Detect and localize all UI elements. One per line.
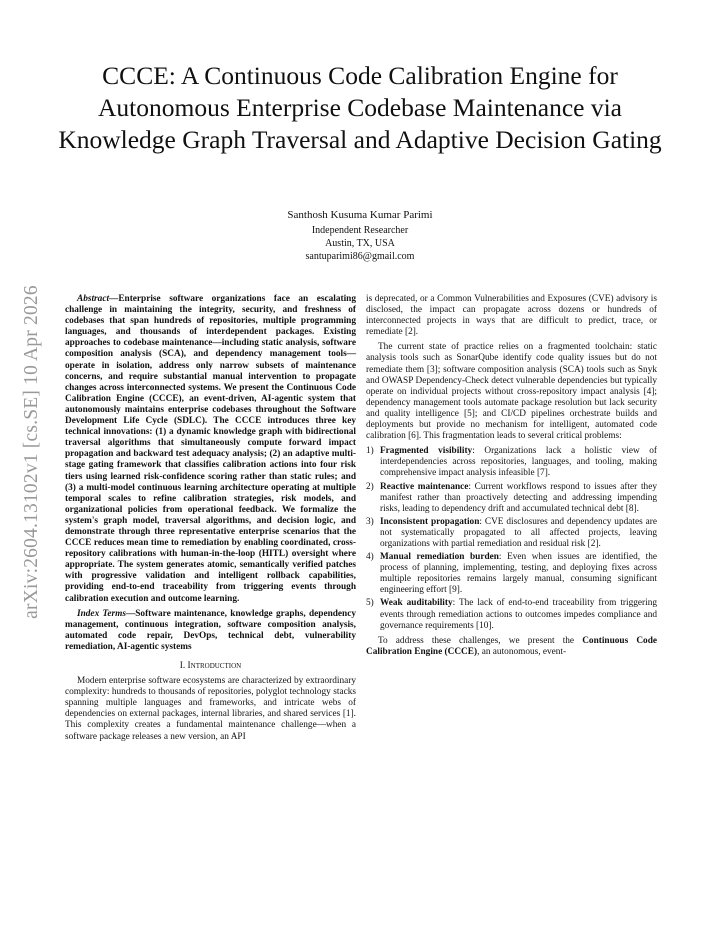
arxiv-watermark	[18, 262, 46, 642]
para3-end: , an autonomous, event-	[477, 646, 567, 657]
author-name: Santhosh Kusuma Kumar Parimi	[287, 209, 433, 221]
intro-paragraph-1: Modern enterprise software ecosystems are characterized by extraordinary complexity: hundreds to thousands of repositories, polyglot technology stacks spanning multiple languages and frameworks, and intricate webs of dependencies on external packages, internal libraries, and shared services [1]. This complexity creates a fundamental maintenance challenge—when a software package releases a new version, an API	[65, 676, 356, 742]
problem-text: : The lack of end-to-end traceability from triggering events through remediation actions to outcomes impedes compliance and governance requirements [10].	[380, 598, 657, 631]
problem-number: 5)	[366, 598, 374, 609]
abstract-text: —Enterprise software organizations face an escalating challenge in maintaining the integrity, security, and freshness of codebases that span hundreds of repositories, multiple programming languages, and thousands of interdependent packages. Existing approaches to codebase maintenance—including static analysis, software composition analysis (SCA), and dependency management tools—operate in isolation, address only narrow subsets of maintenance concerns, and require substantial manual intervention to propagate changes across interconnected systems. We present the Continuous Code Calibration Engine (CCCE), an event-driven, AI-agentic system that autonomously maintains enterprise codebases throughout the Software Development Life Cycle (SDLC). The CCCE introduces three key technical innovations: (1) a dynamic knowledge graph with bidirectional traversal algorithms that simultaneously compute forward impact propagation and backward test adequacy analysis; (2) an adaptive multi-stage gating framework that classifies calibration actions into four risk tiers using learned risk-confidence scoring rather than static rules; and (3) a multi-model continuous learning architecture operating at multiple temporal scales to refine calibration strategies, risk models, and organizational policies from operational feedback. We formalize the system's graph model, traversal algorithms, and decision logic, and demonstrate through three representative enterprise scenarios that the CCCE reduces mean time to remediation by enabling coordinated, cross-repository calibrations with human-in-the-loop (HITL) oversight where appropriate. The system generates atomic, semantically verified patches with progressive validation and intelligent rollback capabilities, providing end-to-end traceability from triggering events through calibration execution and outcome learning.	[65, 294, 356, 604]
problem-list	[366, 446, 657, 632]
problem-term: Manual remediation burden	[380, 552, 499, 563]
abstract	[65, 294, 356, 605]
problem-item	[366, 552, 657, 596]
problem-number: 4)	[366, 552, 374, 563]
index-terms-text: —Software maintenance, knowledge graphs, dependency management, continuous integration, software composition analysis, automated code repair, DevOps, technical debt, vulnerability remediation, AI-agentic systems	[65, 608, 356, 652]
author-email: santuparimi86@gmail.com	[305, 251, 415, 262]
problem-number: 3)	[366, 516, 374, 527]
problem-term: Reactive maintenance	[380, 481, 469, 492]
problem-item	[366, 598, 657, 631]
problem-item	[366, 517, 657, 550]
problem-term: Inconsistent propagation	[380, 516, 480, 527]
problem-text: : Organizations lack a holistic view of interdependencies across repositories, languages, and tooling, making comprehensive impact analysis infeasible [7].	[380, 446, 657, 479]
section-heading	[65, 661, 356, 672]
author-affiliation: Independent Researcher	[311, 225, 409, 236]
ccce-name: Continuous Code Calibration Engine (CCCE)	[366, 635, 657, 657]
left-column	[65, 294, 356, 747]
problem-number: 2)	[366, 481, 374, 492]
right-column	[366, 294, 657, 662]
para3-start: To address these challenges, we present the	[378, 635, 583, 646]
problem-text: : Current workflows respond to issues after they manifest rather than proactively detecting and addressing impending risks, leading to dependency drift and accumulated technical debt [8].	[380, 481, 657, 514]
problem-number: 1)	[366, 446, 374, 457]
problem-item	[366, 446, 657, 479]
paper-title: CCCE: A Continuous Code Calibration Engine for Autonomous Enterprise Codebase Maintenance via Knowledge Graph Traversal and Adaptive Decision Gating	[58, 61, 662, 154]
problem-term: Weak auditability	[380, 598, 453, 609]
author-location: Austin, TX, USA	[325, 238, 395, 249]
problem-text: : CVE disclosures and dependency updates are not systematically propagated to all affected projects, leaving organizations with partial remediation and residual risk [2].	[380, 516, 657, 549]
arxiv-id: arXiv:2604.13102v1 [cs.SE] 10 Apr 2026	[21, 285, 42, 619]
index-terms	[65, 609, 356, 653]
abstract-label: Abstract	[77, 294, 110, 304]
problem-item	[366, 482, 657, 515]
section-title: Introduction	[187, 661, 242, 671]
author-block	[160, 208, 560, 263]
index-terms-label: Index Terms	[77, 608, 126, 619]
problem-term: Fragmented visibility	[380, 446, 473, 457]
intro-paragraph-3	[366, 636, 657, 658]
problem-text: : Even when issues are identified, the process of planning, implementing, testing, and deploying fixes across multiple repositories remains largely manual, consuming significant engineering effort [9].	[380, 552, 657, 596]
section-number: I.	[179, 661, 186, 671]
intro-paragraph-2: The current state of practice relies on a fragmented toolchain: static analysis tools such as SonarQube identify code quality issues but do not remediate them [3]; software composition analysis (SCA) tools such as Snyk and OWASP Dependency-Check detect vulnerable dependencies but typically operate on individual projects without cross-repository impact analysis [4]; dependency management tools automate package resolution but lack security and quality intelligence [5]; and CI/CD pipelines orchestrate builds and deployments but provide no mechanism for intelligent, automated code calibration [6]. This fragmentation leads to several critical problems:	[366, 342, 657, 442]
intro-paragraph-1-continued: is deprecated, or a Common Vulnerabilities and Exposures (CVE) advisory is disclosed, the impact can propagate across dozens or hundreds of interconnected projects in ways that are difficult to predict, trace, or remediate [2].	[366, 294, 657, 338]
